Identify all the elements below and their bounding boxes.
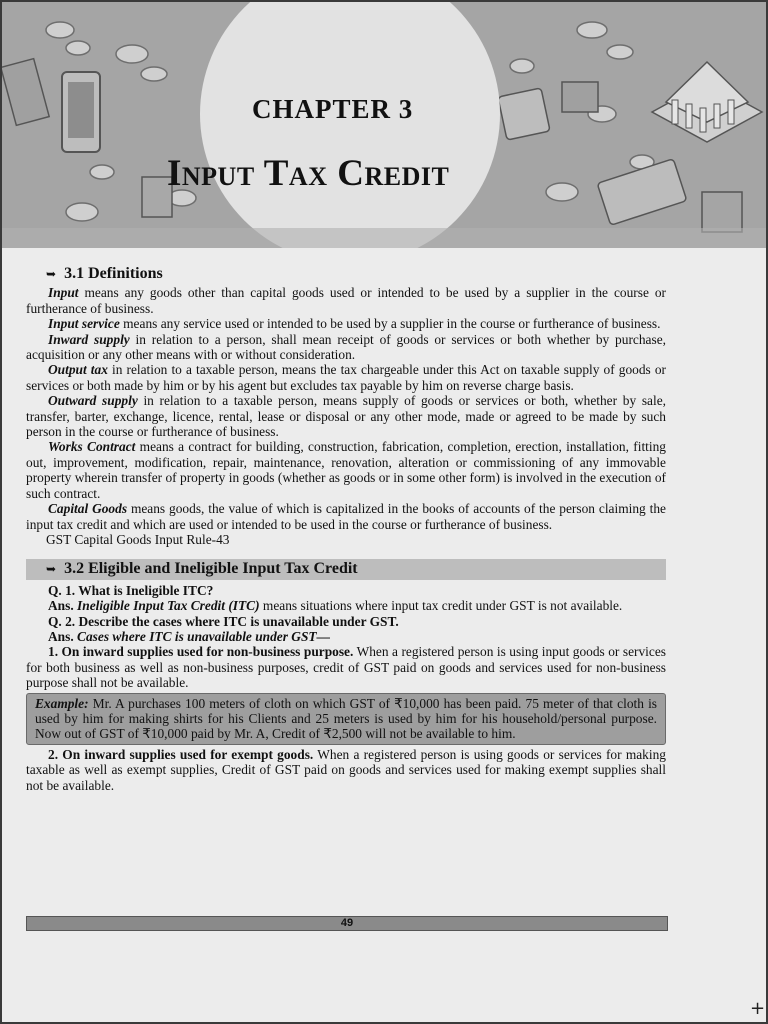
page-body xyxy=(26,264,666,793)
definition-outward-supply: Outward supply in relation to a taxable person, means supply of goods or services or both, whether by sale, transfer, barter, exchange, licence, rental, lease or disposal or any other mode, made or agreed to be made by such person in the course or furtherance of business. xyxy=(26,393,666,440)
section-heading-eligible-ineligible: ➥ 3.2 Eligible and Ineligible Input Tax Credit xyxy=(26,559,666,579)
definition-capital-goods: Capital Goods means goods, the value of which is capitalized in the books of accounts of the person claiming the input tax credit and which are used or intended to be used in the course or furtherance of business. xyxy=(26,501,666,532)
definition-works-contract: Works Contract means a contract for building, construction, fabrication, completion, erection, installation, fitting out, improvement, modification, repair, maintenance, renovation, alteration or commissioning of any immovable property wherein transfer of property in goods (whether as goods or in some other form) is involved in the execution of such contract. xyxy=(26,439,667,501)
definition-output-tax: Output tax in relation to a taxable person, means the tax chargeable under this Act on taxable supply of goods or services or both made by him or by his agent but excludes tax payable by him on reverse charge basis. xyxy=(26,362,666,393)
arrow-icon: ➥ xyxy=(46,267,57,281)
answer-1: Ans. Ineligible Input Tax Credit (ITC) means situations where input tax credit under GST is not available. xyxy=(48,598,623,614)
chapter-banner xyxy=(2,2,766,248)
definition-inward-supply: Inward supply in relation to a person, shall mean receipt of goods or services or both whether by purchase, acquisition or any other means with or without consideration. xyxy=(26,331,666,363)
document-page xyxy=(2,2,766,1022)
banner-illustration xyxy=(2,2,766,248)
question-1: Q. 1. What is Ineligible ITC? xyxy=(48,582,214,598)
definition-input-service: Input service means any service used or intended to be used by a supplier in the course or furtherance of business. xyxy=(48,316,661,332)
question-2: Q. 2. Describe the cases where ITC is unavailable under GST. xyxy=(48,613,399,629)
answer-2: Ans. Cases where ITC is unavailable under GST— xyxy=(48,628,330,644)
example-box: Example: Mr. A purchases 100 meters of cloth on which GST of ₹10,000 has been paid. 75 meter of that cloth is used by him for making shirts for his Clients and 25 meters is used by him for his household/personal purpose. Now out of GST of ₹10,000 paid by Mr. A, Credit of ₹2,500 will not be available to him. xyxy=(26,693,666,745)
page-number-bar xyxy=(26,916,668,931)
point-2: 2. On inward supplies used for exempt goods. When a registered person is using goods or services for making taxable as well as exempt supplies, Credit of GST paid on goods and services used for making exempt supplies shall not be available. xyxy=(26,746,666,793)
definition-input: Input means any goods other than capital goods used or intended to be used by a supplier in the course or furtherance of business. xyxy=(26,285,666,316)
rule-note: GST Capital Goods Input Rule-43 xyxy=(46,531,230,547)
page-number: 49 xyxy=(340,917,354,929)
point-1: 1. On inward supplies used for non-business purpose. When a registered person is using input goods or services for both business as well as non-business purposes, credit of GST paid on goods and services used for non-business purpose shall not be available. xyxy=(26,644,666,691)
chapter-number: CHAPTER 3 xyxy=(252,94,414,124)
section-heading-definitions: ➥ 3.1 Definitions xyxy=(46,265,163,282)
chapter-title: Input Tax Credit xyxy=(167,153,450,194)
crop-mark-icon: + xyxy=(750,998,766,1019)
arrow-icon: ➥ xyxy=(46,562,57,577)
